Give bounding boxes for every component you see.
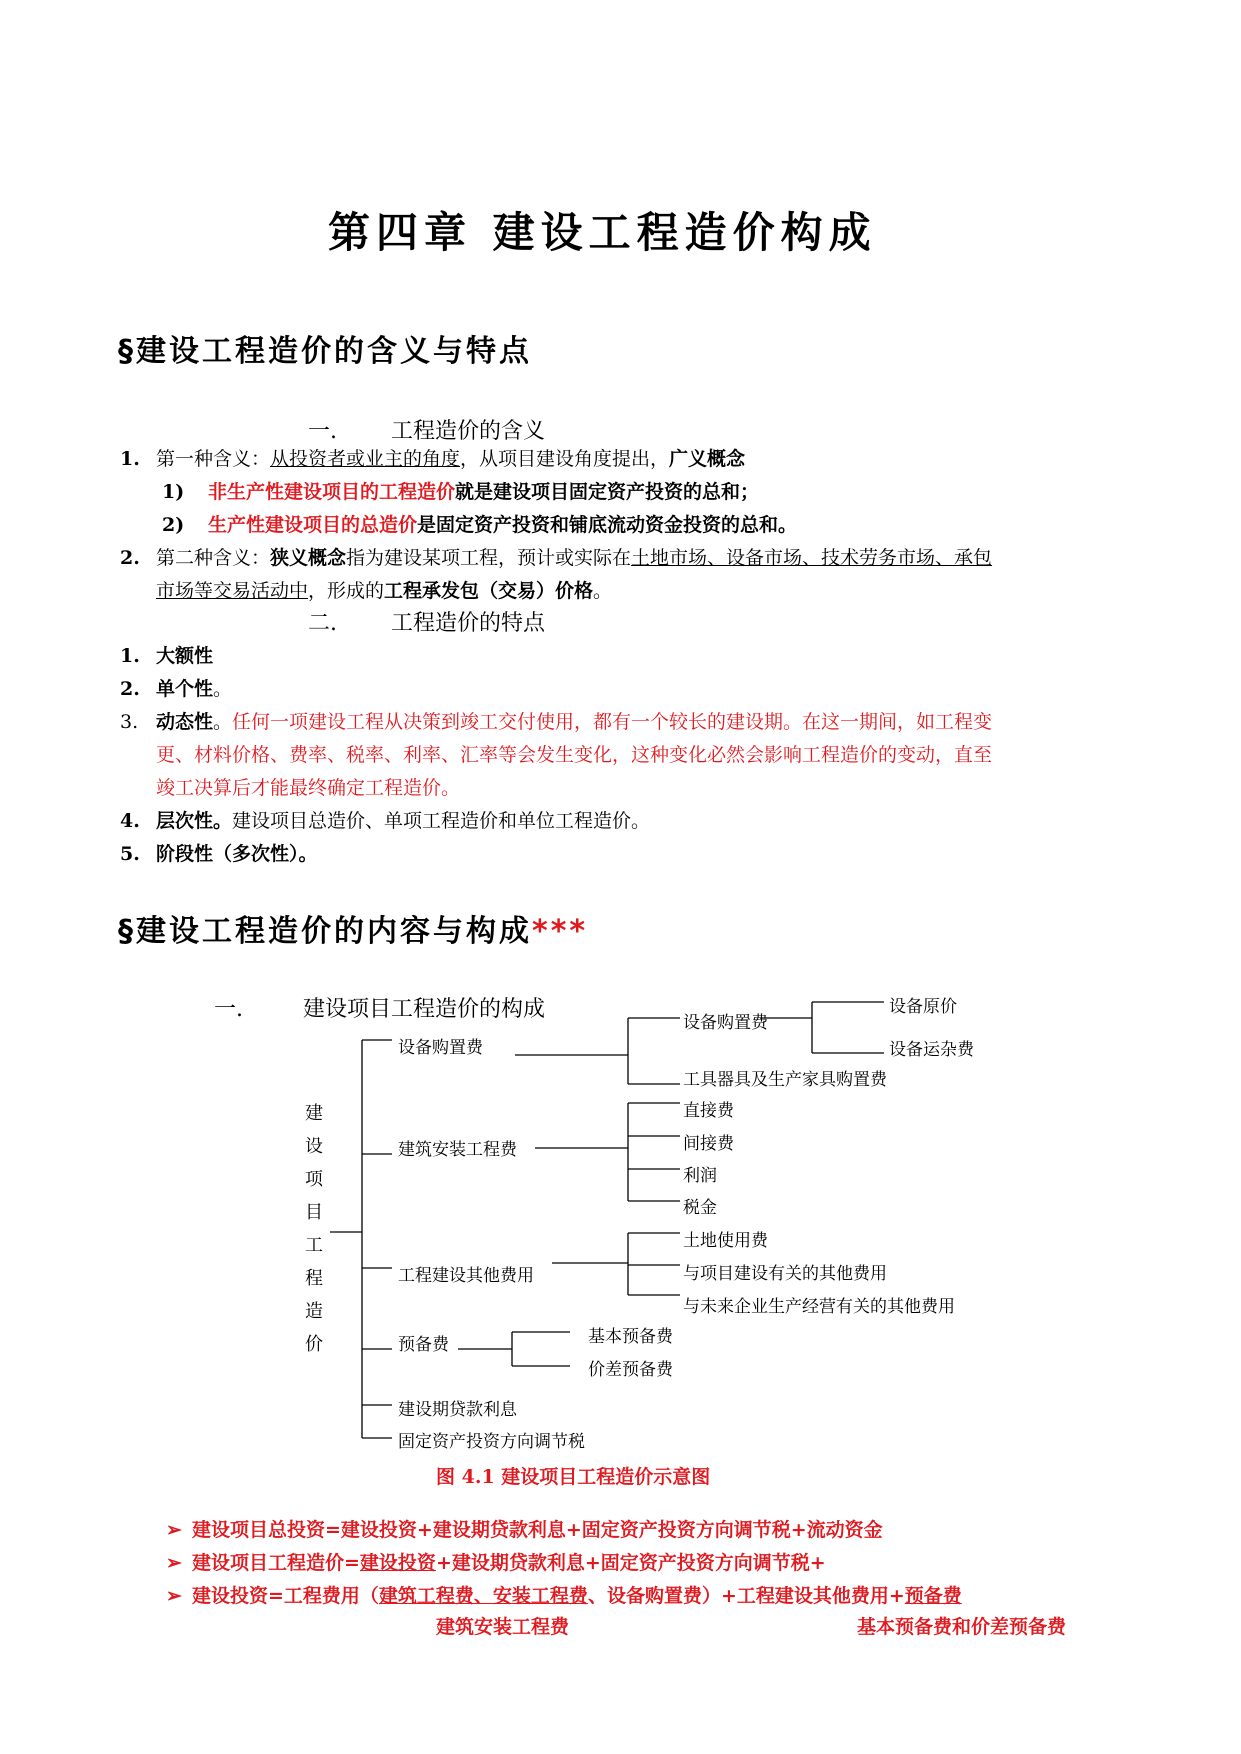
item-underlined-2: 市场等交易活动中	[156, 580, 309, 602]
node-land-use: 土地使用费	[683, 1231, 768, 1251]
root-char: 建	[305, 1103, 323, 1124]
root-char: 价	[305, 1334, 323, 1355]
chapter-title: 第四章 建设工程造价构成	[328, 208, 877, 257]
item-number: 1.	[120, 448, 140, 470]
item-prefix: 第二种含义：	[156, 547, 271, 569]
item-number: 2.	[120, 678, 140, 700]
item-red-text: 任何一项建设工程从决策到竣工交付使用，都有一个较长的建设期。在这一期间，如工程变	[232, 711, 993, 733]
item-underlined-1: 土地市场、设备市场、技术劳务市场、承包	[631, 547, 993, 569]
node-other-costs: 工程建设其他费用	[398, 1266, 534, 1286]
item-tail: 。	[593, 580, 613, 602]
formula-prefix: 建设投资=工程费用（	[192, 1585, 379, 1607]
node-reserve: 预备费	[398, 1335, 449, 1355]
item-text: 阶段性（多次性）。	[156, 843, 318, 865]
node-loan-interest: 建设期贷款利息	[398, 1400, 517, 1420]
item-prefix: 第一种含义：	[156, 448, 271, 470]
item-underlined: 从投资者或业主的角度	[270, 448, 461, 470]
node-future-operation: 与未来企业生产经营有关的其他费用	[683, 1297, 955, 1317]
sub-number: 1)	[162, 481, 185, 503]
item-number: 3.	[120, 711, 139, 733]
arrow-bullet-icon: ➢	[166, 1552, 182, 1574]
formula-middle: 、设备购置费）+工程建设其他费用+	[587, 1585, 905, 1607]
formula-underlined-2: 预备费	[904, 1585, 962, 1607]
heading-text: 工程造价的特点	[391, 611, 546, 636]
feature-item-3-line3: 竣工决算后才能最终确定工程造价。	[156, 777, 461, 799]
node-construction-install: 建筑安装工程费	[398, 1140, 517, 1160]
sub-red-text: 非生产性建设项目的工程造价	[208, 481, 456, 503]
item-tail: 。	[213, 678, 233, 700]
importance-stars: ***	[532, 914, 589, 949]
sub-rest-text: 是固定资产投资和铺底流动资金投资的总和。	[417, 514, 798, 536]
item-bold-end: 工程承发包（交易）价格	[384, 580, 594, 602]
arrow-bullet-icon: ➢	[166, 1585, 182, 1607]
sub-rest-text: 就是建设项目固定资产投资的总和；	[455, 481, 760, 503]
item-text: 建设项目总造价、单项工程造价和单位工程造价。	[232, 810, 651, 832]
node-project-related: 与项目建设有关的其他费用	[683, 1264, 887, 1284]
formula-underlined: 建设投资	[359, 1552, 436, 1574]
node-tools-furniture: 工具器具及生产家具购置费	[683, 1070, 887, 1090]
sub-number: 2)	[162, 514, 185, 536]
heading-number: 二.	[308, 611, 337, 636]
formula-project-cost	[166, 1548, 826, 1575]
heading-number: 一.	[214, 997, 243, 1022]
section-title-meaning: §建设工程造价的含义与特点	[118, 334, 532, 369]
item-bold: 动态性	[156, 711, 214, 733]
item-text: 大额性	[156, 645, 214, 667]
item-middle: ，从项目建设角度提出，	[460, 448, 670, 470]
node-price-reserve: 价差预备费	[588, 1360, 673, 1380]
heading-text: 工程造价的含义	[391, 419, 546, 444]
heading-number: 一.	[308, 419, 337, 444]
formula-suffix: +建设期贷款利息+固定资产投资方向调节税+	[435, 1552, 826, 1574]
item-bold: 层次性。	[156, 810, 233, 832]
node-profit: 利润	[683, 1166, 717, 1186]
formula-text: 建设项目总投资=建设投资+建设期贷款利息+固定资产投资方向调节税+流动资金	[192, 1519, 883, 1541]
heading-text: 建设项目工程造价的构成	[303, 997, 546, 1022]
formula-underlined-1: 建筑工程费、安装工程费	[378, 1585, 588, 1607]
item-dot: 。	[213, 711, 233, 733]
item-middle: 指为建设某项工程，预计或实际在	[346, 547, 632, 569]
arrow-bullet-icon: ➢	[166, 1519, 182, 1541]
root-char: 设	[305, 1136, 323, 1157]
node-indirect-cost: 间接费	[683, 1134, 734, 1154]
node-basic-reserve: 基本预备费	[588, 1327, 673, 1347]
root-char: 项	[305, 1169, 323, 1190]
node-equipment-sub: 设备购置费	[683, 1013, 768, 1033]
item-text: 单个性	[156, 678, 214, 700]
formula-prefix: 建设项目工程造价=	[192, 1552, 360, 1574]
node-equipment-purchase: 设备购置费	[398, 1038, 483, 1058]
item-bold-end: 广义概念	[669, 448, 746, 470]
feature-item-3-line2: 更、材料价格、费率、税率、利率、汇率等会发生变化，这种变化必然会影响工程造价的变动，直至	[156, 744, 993, 766]
item-after: ，形成的	[308, 580, 385, 602]
node-equipment-transport: 设备运杂费	[889, 1040, 974, 1060]
item-bold: 狭义概念	[270, 547, 347, 569]
formula-construction-investment	[166, 1581, 962, 1608]
node-equipment-original-price: 设备原价	[889, 997, 957, 1017]
formula-total-investment	[166, 1515, 883, 1542]
root-char: 程	[305, 1268, 323, 1289]
node-tax: 税金	[683, 1198, 717, 1218]
node-adjustment-tax: 固定资产投资方向调节税	[398, 1432, 585, 1452]
section-title-text: §建设工程造价的内容与构成	[118, 914, 532, 949]
sub-red-text: 生产性建设项目的总造价	[208, 514, 418, 536]
item-number: 4.	[120, 810, 140, 832]
item-number: 1.	[120, 645, 140, 667]
formula-note-reserve: 基本预备费和价差预备费	[857, 1616, 1067, 1638]
root-char: 造	[305, 1301, 323, 1322]
node-direct-cost: 直接费	[683, 1101, 734, 1121]
item-number: 5.	[120, 843, 140, 865]
formula-note-construction: 建筑安装工程费	[436, 1616, 570, 1638]
root-char: 目	[305, 1202, 323, 1223]
item-number: 2.	[120, 547, 140, 569]
root-char: 工	[305, 1235, 323, 1256]
figure-caption: 图 4.1 建设项目工程造价示意图	[436, 1466, 711, 1488]
